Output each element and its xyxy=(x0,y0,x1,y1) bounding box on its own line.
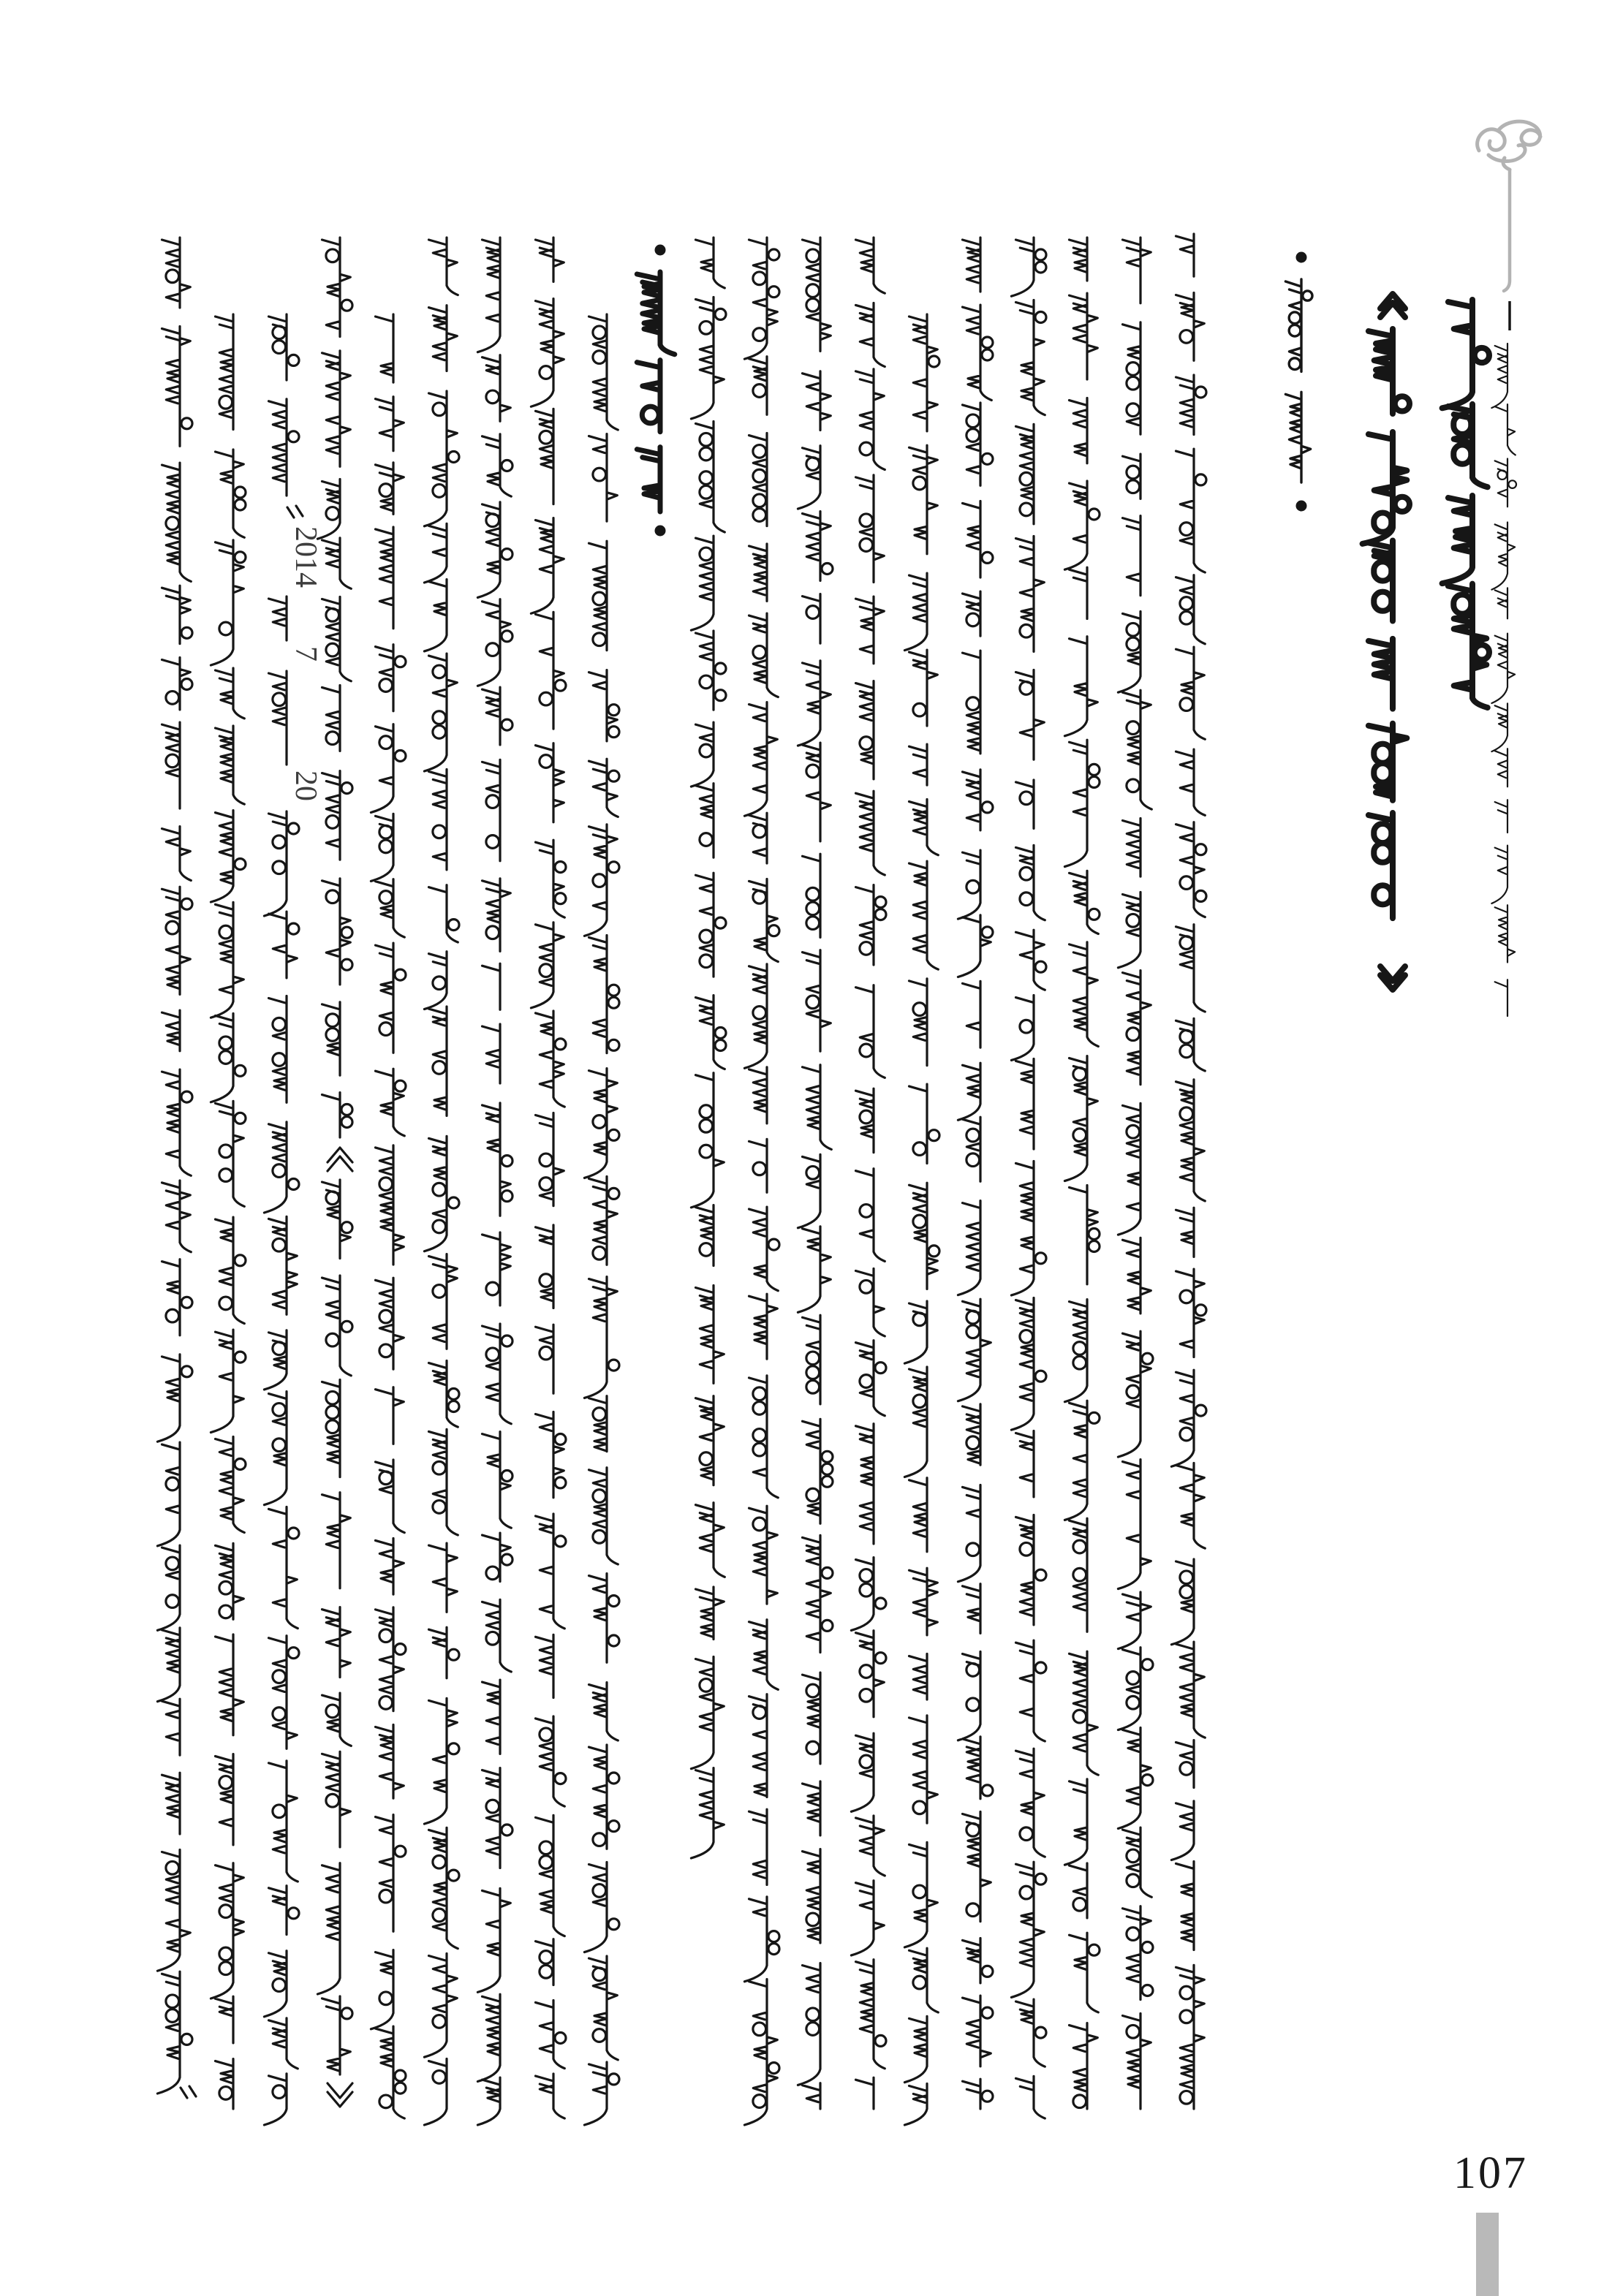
body-column-8 xyxy=(798,238,833,2109)
body-column-5 xyxy=(958,238,993,2109)
footer-bar xyxy=(1476,2213,1499,2296)
section-heading xyxy=(637,245,675,537)
article-title-line-2 xyxy=(1363,294,1410,990)
body-column-13 xyxy=(477,238,512,2125)
body-column-16 xyxy=(317,238,352,2107)
body-column-6 xyxy=(904,314,939,2125)
body-column-17 xyxy=(264,314,322,2125)
body-column-10 xyxy=(691,238,726,1858)
body-column-4 xyxy=(1011,238,1046,2118)
calligraphic-flourish-icon xyxy=(1478,121,1540,330)
body-column-1 xyxy=(1171,234,1206,2109)
body-column-2 xyxy=(1118,238,1153,2109)
category-label xyxy=(1285,252,1312,512)
page-number: 107 xyxy=(1453,2148,1528,2198)
body-column-9 xyxy=(744,238,779,2125)
body-column-18 xyxy=(211,314,246,2109)
header-rule xyxy=(1504,170,1510,291)
body-column-15 xyxy=(371,314,406,2118)
body-column-14 xyxy=(424,238,459,2125)
journal-running-head xyxy=(1491,344,1516,1016)
inline-arabic-numeral: 2014 xyxy=(289,526,322,588)
body-column-19 xyxy=(157,238,196,2098)
inline-arabic-numeral: 20 xyxy=(289,770,322,801)
body-column-11 xyxy=(584,314,619,2125)
body-column-7 xyxy=(851,238,886,2109)
body-column-12 xyxy=(531,238,566,2118)
article-title-line-1 xyxy=(1442,300,1489,708)
body-column-3 xyxy=(1064,238,1100,2109)
inline-arabic-numeral: 7 xyxy=(289,646,322,662)
